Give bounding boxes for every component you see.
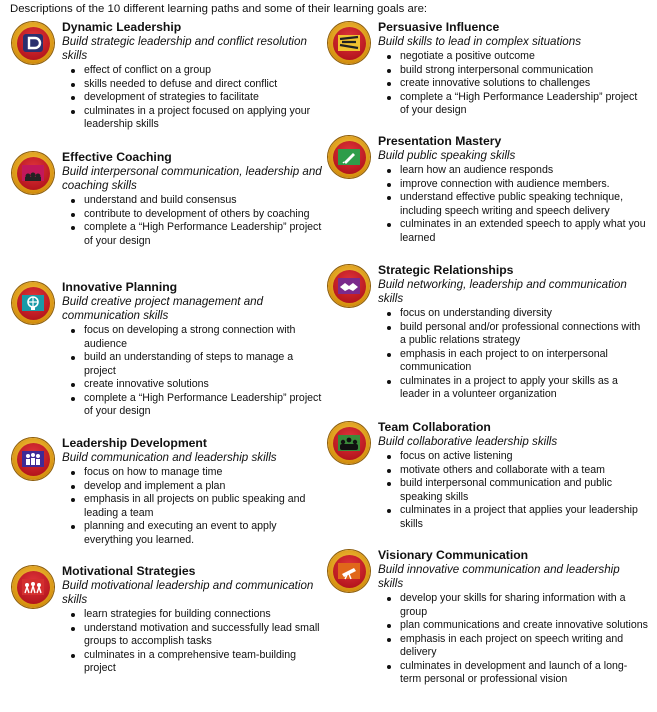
goal-item: build strong interpersonal communication [378,64,648,78]
leadership-development-icon [12,438,54,480]
goal-list [62,324,322,419]
path-subtitle: Build collaborative leadership skills [378,435,558,448]
goal-item: motivate others and collaborate with a team [378,464,648,478]
motivational-strategies-icon [12,566,54,608]
goal-item: planning and executing an event to apply everything you learned. [62,520,322,547]
path-title: Visionary Communication [378,548,529,562]
goal-item: negotiate a positive outcome [378,50,648,64]
goal-item: skills needed to defuse and direct conflict [62,78,322,92]
goal-list [378,307,648,402]
goal-item: effect of conflict on a group [62,64,322,78]
goal-item: focus on active listening [378,450,648,464]
goal-item: development of strategies to facilitate [62,91,322,105]
dynamic-leadership-icon [12,22,54,64]
goal-item: culminates in a project that applies your leadership skills [378,504,648,531]
goal-list [62,64,322,132]
goal-list [378,50,648,118]
goal-list [62,466,322,547]
path-title: Dynamic Leadership [62,20,182,34]
goal-item: build personal and/or professional connections with a public relations strategy [378,321,648,348]
goal-item: complete a “High Performance Leadership” project of your design [378,91,648,118]
goal-item: culminates in a project to apply your skills as a leader in a volunteer organization [378,375,648,402]
goal-list [62,194,322,248]
goal-item: complete a “High Performance Leadership” project of your design [62,392,322,419]
persuasive-influence-icon [328,22,370,64]
goal-list [62,608,322,676]
goal-list [378,164,648,245]
path-title: Motivational Strategies [62,564,196,578]
path-subtitle: Build motivational leadership and communication skills [62,579,314,606]
goal-item: create innovative solutions to challenges [378,77,648,91]
team-collaboration-icon [328,422,370,464]
goal-item: emphasis in each project on speech writing and delivery [378,633,648,660]
path-title: Effective Coaching [62,150,172,164]
path-title: Innovative Planning [62,280,178,294]
goal-item: plan communications and create innovative solutions [378,619,648,633]
goal-item: emphasis in all projects on public speaking and leading a team [62,493,322,520]
path-subtitle: Build creative project management and communication skills [62,295,264,322]
effective-coaching-icon [12,152,54,194]
goal-item: develop your skills for sharing information with a group [378,592,648,619]
goal-item: understand effective public speaking technique, including speech writing and speech delivery [378,191,648,218]
path-title: Persuasive Influence [378,20,500,34]
page-intro: Descriptions of the 10 different learning paths and some of their learning goals are: [10,3,428,15]
goal-list [378,450,648,531]
innovative-planning-icon [12,282,54,324]
goal-list [378,592,648,687]
visionary-communication-icon [328,550,370,592]
presentation-mastery-icon [328,136,370,178]
goal-item: focus on how to manage time [62,466,322,480]
path-subtitle: Build strategic leadership and conflict resolution skills [62,35,307,62]
goal-item: understand motivation and successfully lead small groups to accomplish tasks [62,622,322,649]
goal-item: build an understanding of steps to manage a project [62,351,322,378]
path-subtitle: Build innovative communication and leadership skills [378,563,620,590]
goal-item: build interpersonal communication and public speaking skills [378,477,648,504]
goal-item: develop and implement a plan [62,480,322,494]
path-subtitle: Build networking, leadership and communication skills [378,278,627,305]
path-subtitle: Build interpersonal communication, leadership and coaching skills [62,165,322,192]
path-title: Team Collaboration [378,420,491,434]
goal-item: create innovative solutions [62,378,322,392]
goal-item: understand and build consensus [62,194,322,208]
goal-item: contribute to development of others by coaching [62,208,322,222]
path-title: Leadership Development [62,436,207,450]
path-title: Strategic Relationships [378,263,514,277]
path-subtitle: Build communication and leadership skills [62,451,277,464]
goal-item: focus on understanding diversity [378,307,648,321]
goal-item: emphasis in each project to on interpersonal communication [378,348,648,375]
path-subtitle: Build skills to lead in complex situations [378,35,581,48]
goal-item: culminates in development and launch of a long-term personal or professional vision [378,660,648,687]
goal-item: learn strategies for building connections [62,608,322,622]
goal-item: culminates in a project focused on applying your leadership skills [62,105,322,132]
goal-item: learn how an audience responds [378,164,648,178]
path-title: Presentation Mastery [378,134,502,148]
goal-item: complete a “High Performance Leadership” project of your design [62,221,322,248]
goal-item: culminates in an extended speech to apply what you learned [378,218,648,245]
strategic-relationships-icon [328,265,370,307]
path-subtitle: Build public speaking skills [378,149,516,162]
goal-item: focus on developing a strong connection with audience [62,324,322,351]
goal-item: culminates in a comprehensive team-building project [62,649,322,676]
goal-item: improve connection with audience members. [378,178,648,192]
